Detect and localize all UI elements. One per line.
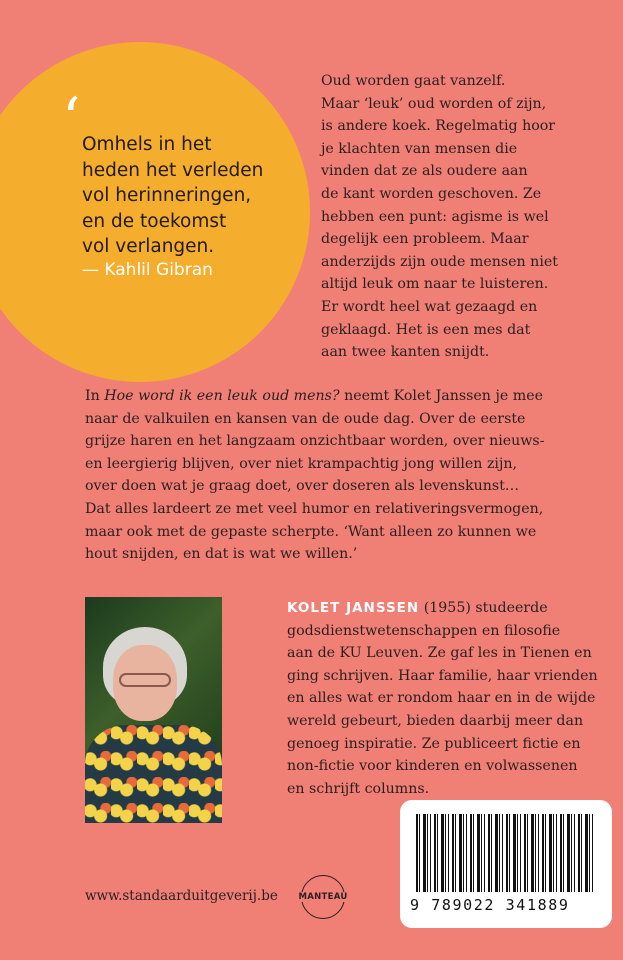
blurb-line: Er wordt heel wat gezaagd en bbox=[321, 298, 538, 315]
blurb-line: is andere koek. Regelmatig hoor bbox=[321, 118, 556, 135]
author-bio bbox=[287, 597, 617, 800]
blurb-paragraph bbox=[321, 70, 611, 364]
blurb-line: geklaagd. Het is een mes dat bbox=[321, 321, 531, 338]
blurb-line: hebben een punt: agisme is wel bbox=[321, 208, 549, 225]
publisher-name: MANTEAU bbox=[298, 892, 348, 902]
quote-mark-icon: ‘ bbox=[62, 85, 81, 153]
bio-line: wereld gebeurt, bieden daarbij meer dan bbox=[287, 712, 584, 729]
bio-line: en alles wat er rondom haar en in de wijde bbox=[287, 690, 596, 707]
blurb-line: de kant worden geschoven. Ze bbox=[321, 185, 542, 202]
bio-first-rest: (1955) studeerde bbox=[419, 600, 548, 616]
quote-author: — Kahlil Gibran bbox=[82, 260, 213, 280]
book-title: Hoe word ik een leuk oud mens? bbox=[104, 388, 340, 404]
barcode-icon bbox=[416, 814, 596, 892]
bio-line: en schrijft columns. bbox=[287, 780, 430, 797]
bio-line: ging schrijven. Haar familie, haar vrienden bbox=[287, 667, 598, 684]
main-line: hout snijden, en dat is wat we willen.’ bbox=[85, 546, 358, 563]
barcode-panel bbox=[400, 800, 612, 928]
blurb-line: vinden dat ze als oudere aan bbox=[321, 163, 528, 180]
photo-blouse bbox=[85, 725, 222, 823]
quote-line: vol verlangen. bbox=[82, 236, 215, 257]
main-line: Dat alles lardeert ze met veel humor en relativeringsvermogen, bbox=[85, 500, 544, 517]
quote-line: vol herinneringen, bbox=[82, 185, 252, 206]
publisher-logo bbox=[298, 875, 348, 919]
main-first-rest: neemt Kolet Janssen je mee bbox=[339, 388, 544, 404]
main-intro: In bbox=[85, 388, 105, 404]
blurb-line: anderzijds zijn oude mensen niet bbox=[321, 253, 558, 270]
bio-line: genoeg inspiratie. Ze publiceert fictie en bbox=[287, 735, 581, 752]
blurb-line: aan twee kanten snijdt. bbox=[321, 344, 490, 361]
main-line: grijze haren en het langzaam onzichtbaar worden, over nieuws- bbox=[85, 433, 545, 450]
main-line: en leergierig blijven, over niet krampachtig jong willen zijn, bbox=[85, 455, 518, 472]
author-photo bbox=[85, 597, 222, 823]
blurb-line: degelijk een probleem. Maar bbox=[321, 231, 529, 248]
bio-line bbox=[287, 597, 617, 620]
blurb-line: je klachten van mensen die bbox=[321, 140, 518, 157]
bio-line: godsdienstwetenschappen en filosofie bbox=[287, 622, 561, 639]
main-line: naar de valkuilen en kansen van de oude dag. Over de eerste bbox=[85, 410, 526, 427]
isbn-number: 9 789022 341889 bbox=[410, 896, 570, 914]
quote-line: Omhels in het bbox=[82, 134, 212, 155]
author-name: KOLET JANSSEN bbox=[287, 600, 420, 616]
photo-glasses bbox=[119, 673, 171, 687]
main-line: maar ook met de gepaste scherpte. ‘Want alleen zo kunnen we bbox=[85, 523, 537, 540]
publisher-url[interactable]: www.standaarduitgeverij.be bbox=[85, 888, 278, 904]
blurb-line: Oud worden gaat vanzelf. bbox=[321, 73, 506, 89]
quote-line: en de toekomst bbox=[82, 210, 227, 232]
main-line: over doen wat je graag doet, over doseren als levenskunst… bbox=[85, 478, 520, 495]
bio-line: aan de KU Leuven. Ze gaf les in Tienen en bbox=[287, 645, 592, 662]
quote-line: heden het verleden bbox=[82, 159, 264, 181]
quote-text bbox=[82, 132, 292, 260]
main-paragraph bbox=[85, 385, 605, 566]
blurb-line: altijd leuk om naar te luisteren. bbox=[321, 276, 549, 293]
bio-line: non-fictie voor kinderen en volwassenen bbox=[287, 758, 578, 775]
main-line bbox=[85, 385, 605, 408]
blurb-line: Maar ‘leuk’ oud worden of zijn, bbox=[321, 95, 547, 112]
